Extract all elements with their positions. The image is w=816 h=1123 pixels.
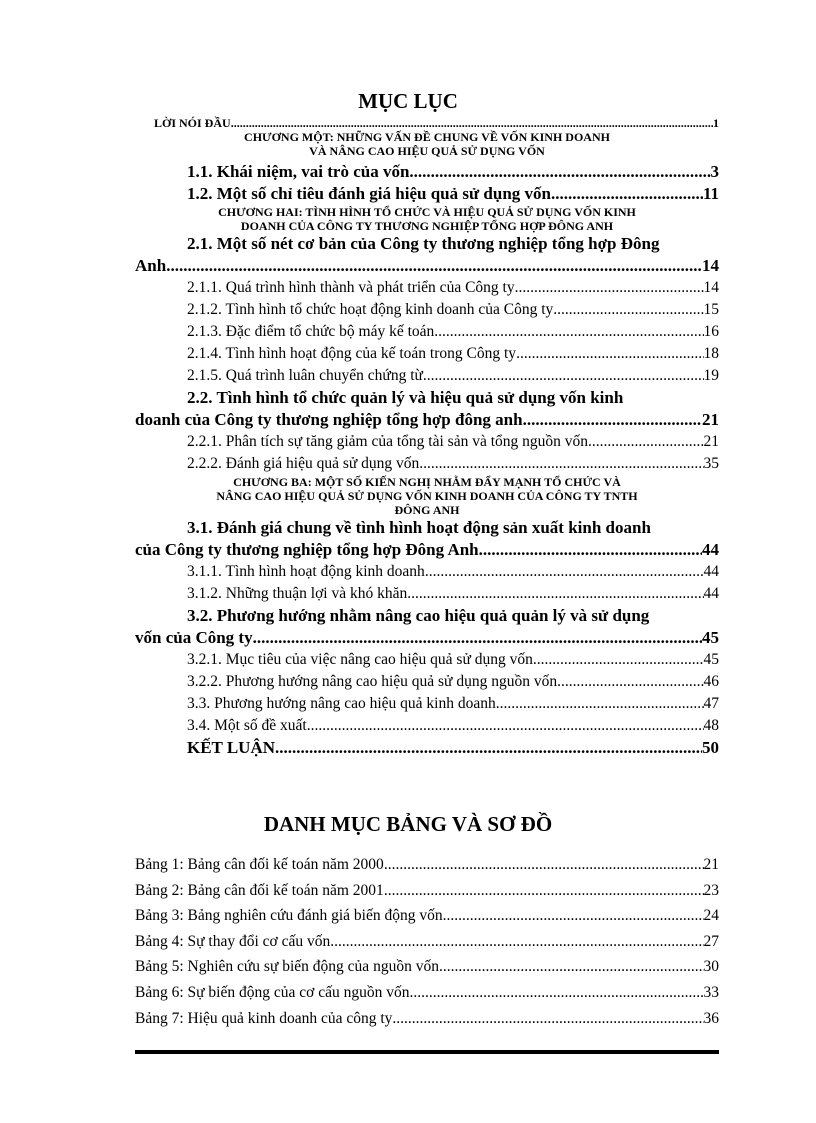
table-entry-text: Bảng 6: Sự biến động của cơ cấu nguồn vốn — [135, 983, 410, 1001]
toc-entry-3-2-2[interactable] — [135, 671, 719, 693]
table-page-number: 23 — [703, 881, 719, 899]
toc-entry-text: 2.1.5. Quá trình luân chuyển chứng từ — [187, 367, 423, 384]
leader-dots — [409, 980, 703, 1006]
toc-entry-text-cont: của Công ty thương nghiệp tổng hợp Đông Anh — [135, 540, 479, 559]
chapter-heading-line: VÀ NÂNG CAO HIỆU QUẢ SỬ DỤNG VỐN — [309, 144, 545, 158]
toc-entry-1-2[interactable] — [135, 183, 719, 205]
toc-entry-2-1[interactable] — [135, 233, 719, 277]
toc-entry-text: 3.4. Một số đề xuất — [187, 717, 307, 734]
toc-chapter-1[interactable] — [135, 130, 719, 158]
toc-entry-text: 2.2. Tình hình tổ chức quản lý và hiệu quả sử dụng vốn kinh — [187, 388, 624, 407]
toc-chapter-3[interactable] — [135, 475, 719, 517]
toc-entry-text: 2.1.1. Quá trình hình thành và phát triển của Công ty — [187, 279, 515, 296]
chapter-heading-line: NÂNG CAO HIỆU QUẢ SỬ DỤNG VỐN KINH DOANH CỦA CÔNG TY TNTH — [216, 489, 638, 503]
toc-entry-1-1[interactable] — [135, 161, 719, 183]
table-page-number: 36 — [703, 1009, 719, 1027]
toc-entry-text-cont: doanh của Công ty thương nghiệp tổng hợp đông anh — [135, 410, 523, 429]
leader-dots — [516, 343, 703, 365]
table-entry-text: Bảng 5: Nghiên cứu sự biến động của nguồn vốn — [135, 958, 439, 976]
table-entry-text: Bảng 4: Sự thay đổi cơ cấu vốn — [135, 932, 331, 950]
leader-dots — [479, 539, 702, 561]
leader-dots — [553, 299, 703, 321]
toc-page-number: 44 — [703, 563, 719, 580]
chapter-heading-line: ĐÔNG ANH — [394, 503, 460, 517]
leader-dots — [515, 277, 704, 299]
toc-entry-text-cont: vốn của Công ty — [135, 628, 253, 647]
toc-entry-text: 3.1. Đánh giá chung về tình hình hoạt động sản xuất kinh doanh — [187, 518, 651, 537]
toc-entry-2-2-2[interactable] — [135, 453, 719, 475]
chapter-heading-line: DOANH CỦA CÔNG TY THƯƠNG NGHIỆP TỔNG HỢP ĐÔNG ANH — [240, 219, 614, 233]
toc-page-number: 11 — [702, 184, 719, 203]
chapter-heading-line: CHƯƠNG MỘT: NHỮNG VẤN ĐỀ CHUNG VỀ VỐN KINH DOANH — [244, 130, 610, 144]
toc-page-number: 48 — [703, 717, 719, 734]
leader-dots — [384, 852, 704, 878]
toc-entry-text: 2.1.2. Tình hình tổ chức hoạt động kinh doanh của Công ty — [187, 301, 554, 318]
toc-entry-2-2-1[interactable] — [135, 431, 719, 453]
toc-entry-conclusion[interactable] — [135, 737, 719, 759]
table-entry-text: Bảng 1: Bảng cân đối kế toán năm 2000 — [135, 856, 384, 873]
toc-entry-text: 2.2.1. Phân tích sự tăng giảm của tổng tài sản và tổng nguồn vốn — [187, 433, 589, 450]
table-page-number: 30 — [703, 958, 719, 976]
toc-page-number: 21 — [703, 433, 719, 450]
chapter-heading-line: CHƯƠNG HAI: TÌNH HÌNH TỔ CHỨC VÀ HIỆU QUẢ SỬ DỤNG VỐN KINH — [218, 205, 636, 219]
leader-dots — [275, 737, 702, 759]
table-of-contents — [135, 116, 719, 759]
toc-entry-text: 3.3. Phương hướng nâng cao hiệu quả kinh doanh — [187, 695, 496, 712]
toc-entry-text: 1.1. Khái niệm, vai trò của vốn — [187, 162, 410, 181]
leader-dots — [392, 1006, 703, 1032]
toc-chapter-2[interactable] — [135, 205, 719, 233]
toc-entry-3-2-1[interactable] — [135, 649, 719, 671]
toc-entry-text: 1.2. Một số chỉ tiêu đánh giá hiệu quả sử dụng vốn — [187, 184, 551, 203]
toc-page-number: 44 — [702, 540, 719, 559]
toc-entry-2-1-5[interactable] — [135, 365, 719, 387]
toc-entry-3-1-1[interactable] — [135, 561, 719, 583]
leader-dots — [409, 161, 710, 183]
toc-page-number: 1 — [713, 116, 719, 130]
toc-entry-2-1-4[interactable] — [135, 343, 719, 365]
leader-dots — [231, 116, 713, 130]
toc-entry-text: 3.2. Phương hướng nhằm nâng cao hiệu quả quản lý và sử dụng — [187, 606, 650, 625]
toc-page-number: 50 — [702, 738, 719, 757]
leader-dots — [533, 649, 704, 671]
table-list-item[interactable] — [135, 929, 719, 955]
table-page-number: 33 — [703, 983, 719, 1001]
leader-dots — [439, 954, 704, 980]
toc-entry-text: 3.2.1. Mục tiêu của việc nâng cao hiệu quả sử dụng vốn — [187, 651, 533, 668]
tables-list-title: DANH MỤC BẢNG VÀ SƠ ĐỒ — [263, 812, 553, 836]
toc-page-number: 45 — [703, 651, 719, 668]
toc-entry-text: 2.1. Một số nét cơ bản của Công ty thương nghiệp tổng hợp Đông — [187, 234, 660, 253]
leader-dots — [253, 627, 702, 649]
toc-page-number: 45 — [702, 628, 719, 647]
toc-page-number: 15 — [703, 301, 719, 318]
toc-entry-3-1-2[interactable] — [135, 583, 719, 605]
toc-page-number: 21 — [702, 410, 719, 429]
table-list-item[interactable] — [135, 903, 719, 929]
leader-dots — [423, 365, 704, 387]
toc-entry-text: LỜI NÓI ĐẦU — [154, 116, 231, 130]
toc-page-number: 14 — [702, 256, 719, 275]
toc-entry-text: 3.1.2. Những thuận lợi và khó khăn — [187, 585, 408, 602]
toc-page-number: 19 — [703, 367, 719, 384]
toc-page-number: 16 — [703, 323, 719, 340]
table-entry-text: Bảng 2: Bảng cân đối kế toán năm 2001 — [135, 881, 384, 899]
toc-entry-text: 3.1.1. Tình hình hoạt động kinh doanh — [187, 563, 425, 580]
toc-entry-3-3[interactable] — [135, 693, 719, 715]
leader-dots — [434, 321, 703, 343]
toc-entry-text: 3.2.2. Phương hướng nâng cao hiệu quả sử dụng nguồn vốn — [187, 673, 558, 690]
leader-dots — [496, 693, 704, 715]
toc-title: MỤC LỤC — [358, 89, 458, 113]
leader-dots — [443, 903, 704, 929]
toc-page-number: 46 — [703, 673, 719, 690]
toc-entry-2-1-3[interactable] — [135, 321, 719, 343]
toc-entry-text: 2.1.3. Đặc điểm tổ chức bộ máy kế toán — [187, 323, 435, 340]
table-page-number: 24 — [703, 907, 719, 925]
toc-page-number: 18 — [703, 345, 719, 362]
leader-dots — [523, 409, 702, 431]
toc-entry-2-2[interactable] — [135, 387, 719, 431]
tables-list — [135, 852, 719, 1031]
leader-dots — [166, 255, 702, 277]
leader-dots — [384, 878, 704, 904]
leader-dots — [419, 453, 703, 475]
table-entry-text: Bảng 7: Hiệu quả kinh doanh của công ty — [135, 1009, 393, 1027]
table-entry-text: Bảng 3: Bảng nghiên cứu đánh giá biến động vốn — [135, 907, 443, 925]
toc-entry-3-2[interactable] — [135, 605, 719, 649]
toc-entry-2-1-2[interactable] — [135, 299, 719, 321]
leader-dots — [407, 583, 703, 605]
toc-entry-3-4[interactable] — [135, 715, 719, 737]
chapter-heading-line: CHƯƠNG BA: MỘT SỐ KIẾN NGHỊ NHẰM ĐẨY MẠNH TỔ CHỨC VÀ — [233, 475, 621, 489]
table-list-item[interactable] — [135, 980, 719, 1006]
toc-page-number: 44 — [703, 585, 719, 602]
footer-rule — [135, 1050, 719, 1054]
toc-entry-3-1[interactable] — [135, 517, 719, 561]
toc-page-number: 35 — [703, 455, 719, 472]
toc-page-number: 3 — [710, 162, 719, 181]
leader-dots — [557, 671, 703, 693]
toc-entry-preface[interactable] — [135, 116, 719, 130]
leader-dots — [330, 929, 703, 955]
toc-entry-text: KẾT LUẬN — [187, 738, 276, 757]
leader-dots — [588, 431, 703, 453]
leader-dots — [551, 183, 703, 205]
table-list-item[interactable] — [135, 1006, 719, 1032]
toc-page-number: 14 — [703, 279, 719, 296]
leader-dots — [307, 715, 704, 737]
toc-entry-text: 2.1.4. Tình hình hoạt động của kế toán trong Công ty — [187, 345, 517, 362]
toc-page-number: 47 — [703, 695, 719, 712]
toc-entry-text: 2.2.2. Đánh giá hiệu quả sử dụng vốn — [187, 455, 420, 472]
leader-dots — [425, 561, 704, 583]
table-page-number: 27 — [703, 932, 719, 950]
table-list-item[interactable] — [135, 878, 719, 904]
toc-entry-2-1-1[interactable] — [135, 277, 719, 299]
table-page-number: 21 — [703, 856, 719, 873]
table-list-item[interactable] — [135, 852, 719, 878]
toc-entry-text-cont: Anh — [135, 256, 167, 275]
table-list-item[interactable] — [135, 954, 719, 980]
